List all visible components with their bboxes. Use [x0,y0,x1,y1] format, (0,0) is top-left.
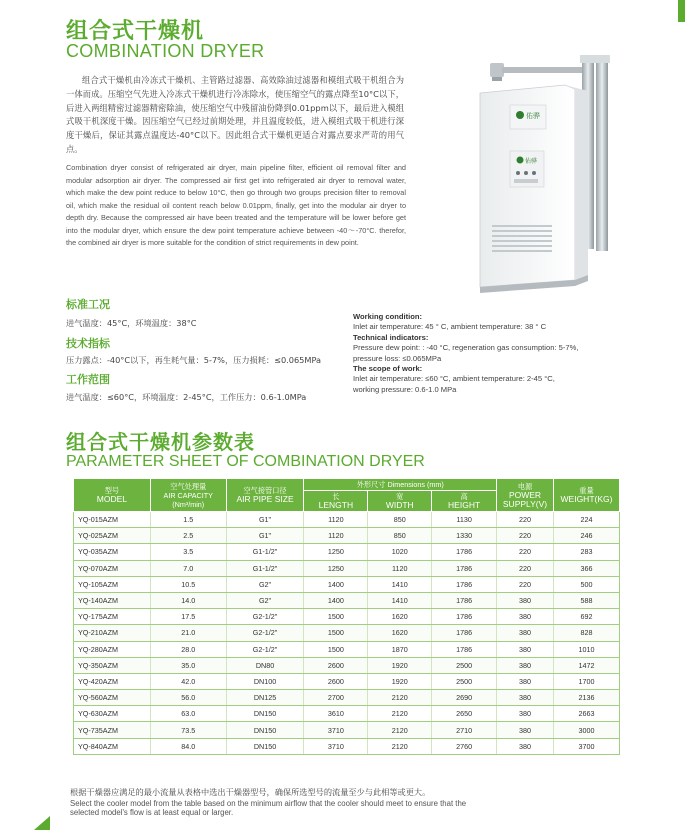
working-range-text: 进气温度：≤60°C，环境温度：2-45°C，工作压力：0.6-1.0MPa [66,392,307,402]
table-cell: YQ-350AZM [74,657,151,673]
technical-indicators-en-text-2: pressure loss: ≤0.065MPa [353,353,442,363]
table-cell: DN125 [226,690,304,706]
scope-of-work-en-text-1: Inlet air temperature: ≤60 °C, ambient temperature: 2-45 °C, [353,374,555,384]
table-cell: 2.5 [150,528,226,544]
header-power-supply: 电源 POWER SUPPLY(V) [497,479,554,512]
table-cell: DN150 [226,722,304,738]
header-weight: 重量 WEIGHT(KG) [554,479,620,512]
table-row [74,544,620,560]
table-cell: 2650 [432,706,497,722]
table-cell: 1786 [432,609,497,625]
selection-note-cn: 根据干燥器应满足的最小流量从表格中选出干燥器型号，确保所选型号的流量至少与此相等或更大。 [70,787,431,797]
table-cell: 1786 [432,592,497,608]
table-cell: 42.0 [150,673,226,689]
table-cell: 73.5 [150,722,226,738]
parameter-sheet-title-cn: 组合式干燥机参数表 [66,430,255,454]
header-height: 高 HEIGHT [432,491,497,512]
table-cell: 380 [497,641,554,657]
table-cell: 366 [554,560,620,576]
standards-english-block [353,312,643,395]
table-cell: 1.5 [150,512,226,528]
table-cell: YQ-035AZM [74,544,151,560]
header-dimensions-group: 外形尺寸 Dimensions (mm) [304,479,497,491]
selection-note-en: Select the cooler model from the table based on the minimum airflow that the cooler should meet to ensure that the selected model's flow is at least equal or larger. [70,799,467,818]
table-cell: 2700 [304,690,368,706]
table-cell: 1500 [304,625,368,641]
table-cell: 380 [497,738,554,754]
table-cell: 1786 [432,625,497,641]
working-range-heading: 工作范围 [66,373,110,386]
page-title-en: COMBINATION DRYER [66,41,265,61]
parameter-table-body [74,512,620,755]
technical-indicators-text: 压力露点：-40°C以下，再生耗气量：5-7%，压力损耗：≤0.065MPa [66,355,322,365]
table-cell: YQ-210AZM [74,625,151,641]
table-cell: 63.0 [150,706,226,722]
table-row [74,738,620,754]
table-cell: 1020 [368,544,432,560]
table-cell: 1620 [368,625,432,641]
table-cell: DN80 [226,657,304,673]
table-cell: 1700 [554,673,620,689]
table-cell: 28.0 [150,641,226,657]
table-cell: YQ-280AZM [74,641,151,657]
table-cell: 246 [554,528,620,544]
table-row [74,560,620,576]
table-cell: 2600 [304,673,368,689]
table-cell: 3700 [554,738,620,754]
header-length: 长 LENGTH [304,491,368,512]
table-row [74,512,620,528]
table-cell: 850 [368,512,432,528]
table-cell: 1010 [554,641,620,657]
table-cell: 2120 [368,722,432,738]
table-cell: 3710 [304,738,368,754]
table-cell: 828 [554,625,620,641]
table-cell: DN150 [226,738,304,754]
table-cell: 2600 [304,657,368,673]
table-row [74,625,620,641]
table-row [74,576,620,592]
table-cell: 380 [497,690,554,706]
technical-indicators-en-text-1: Pressure dew point: : -40 °C, regeneration gas consumption: 5-7%, [353,343,579,353]
table-cell: 1786 [432,641,497,657]
table-cell: 17.5 [150,609,226,625]
table-cell: 1120 [368,560,432,576]
brand-logo-panel: 佑骅 [525,158,538,165]
table-cell: 220 [497,544,554,560]
table-cell: YQ-070AZM [74,560,151,576]
combination-dryer-image [470,55,640,295]
table-cell: 1120 [304,512,368,528]
table-cell: 2690 [432,690,497,706]
corner-accent-top [678,0,685,22]
table-cell: YQ-015AZM [74,512,151,528]
table-cell: 1410 [368,592,432,608]
standard-condition-heading: 标准工况 [66,298,110,311]
header-air-capacity: 空气处理量 AIR CAPACITY (Nm³/min) [150,479,226,512]
table-cell: 1786 [432,560,497,576]
table-cell: 1400 [304,592,368,608]
table-cell: 1500 [304,641,368,657]
table-cell: 1500 [304,609,368,625]
table-row [74,657,620,673]
table-cell: YQ-420AZM [74,673,151,689]
table-cell: 1620 [368,609,432,625]
parameter-sheet-title-en: PARAMETER SHEET OF COMBINATION DRYER [66,453,425,470]
table-cell: 14.0 [150,592,226,608]
table-cell: YQ-630AZM [74,706,151,722]
page-title-cn: 组合式干燥机 [66,19,205,44]
table-cell: G1-1/2" [226,544,304,560]
table-cell: 220 [497,512,554,528]
table-cell: 3000 [554,722,620,738]
table-cell: 2120 [368,738,432,754]
table-cell: 1250 [304,544,368,560]
table-cell: YQ-175AZM [74,609,151,625]
table-cell: 588 [554,592,620,608]
table-cell: 84.0 [150,738,226,754]
table-cell: 380 [497,657,554,673]
table-cell: 2760 [432,738,497,754]
table-cell: YQ-840AZM [74,738,151,754]
working-condition-en-heading: Working condition: [353,312,423,321]
table-cell: 2120 [368,706,432,722]
table-cell: 380 [497,609,554,625]
scope-of-work-en-text-2: working pressure: 0.6-1.0 MPa [353,384,457,394]
table-cell: 2120 [368,690,432,706]
table-row [74,528,620,544]
table-row [74,609,620,625]
header-air-pipe-size: 空气接管口径 AIR PIPE SIZE [226,479,304,512]
table-cell: DN150 [226,706,304,722]
table-cell: G2-1/2" [226,641,304,657]
brand-logo-top: 佑骅 [526,112,540,120]
table-row [74,592,620,608]
technical-indicators-heading: 技术指标 [66,337,110,350]
table-row [74,690,620,706]
table-cell: 7.0 [150,560,226,576]
intro-paragraph-en: Combination dryer consist of refrigerated air dryer, main pipeline filter, efficient oil removal filter and modular adsorption air dryer. The compressed air first get into refrigerated air dryer to removal water, which make the dew point reduce to below 10°C, then go through two groups precision filter to removal oil, which make the residual oil content reach below 0.01ppm, finally, get into the modular air dryer to depth dry. Because the compressed air have been treated and the temperature will be lower before get into the modular dryer, which ensure the dew point temperature achieve between -40～-70°C. therefor, the combined air dryer is more suitable for the condition of strict requirements in dew point. [66,163,406,247]
table-cell: 380 [497,673,554,689]
table-cell: 220 [497,528,554,544]
table-cell: 2500 [432,657,497,673]
table-cell: 1400 [304,576,368,592]
table-cell: 380 [497,625,554,641]
header-model: 型号 MODEL [74,479,151,512]
table-cell: 692 [554,609,620,625]
table-row [74,641,620,657]
table-cell: 1786 [432,576,497,592]
table-cell: 1130 [432,512,497,528]
table-cell: YQ-025AZM [74,528,151,544]
table-cell: 2710 [432,722,497,738]
table-cell: YQ-105AZM [74,576,151,592]
scope-of-work-en-heading: The scope of work: [353,364,423,374]
table-cell: 56.0 [150,690,226,706]
table-cell: 2663 [554,706,620,722]
table-cell: 21.0 [150,625,226,641]
table-cell: 1920 [368,657,432,673]
table-cell: G1" [226,528,304,544]
table-cell: 10.5 [150,576,226,592]
table-cell: 220 [497,560,554,576]
corner-accent-bottom [34,816,50,830]
table-cell: 1786 [432,544,497,560]
table-cell: 850 [368,528,432,544]
table-cell: YQ-735AZM [74,722,151,738]
table-cell: 2500 [432,673,497,689]
table-cell: DN100 [226,673,304,689]
table-cell: G1-1/2" [226,560,304,576]
table-cell: G1" [226,512,304,528]
table-cell: 380 [497,706,554,722]
table-cell: 35.0 [150,657,226,673]
table-cell: 1920 [368,673,432,689]
standard-condition-text: 进气温度：45°C，环境温度：38°C [66,318,197,328]
table-cell: G2" [226,576,304,592]
table-cell: YQ-560AZM [74,690,151,706]
table-cell: 1330 [432,528,497,544]
table-cell: 380 [497,722,554,738]
table-row [74,706,620,722]
table-cell: 500 [554,576,620,592]
parameter-table [73,478,620,755]
table-row [74,673,620,689]
table-cell: 1250 [304,560,368,576]
header-width: 宽 WIDTH [368,491,432,512]
table-cell: 2136 [554,690,620,706]
intro-paragraph-cn: 组合式干燥机由冷冻式干燥机、主管路过滤器、高效除油过滤器和模组式吸干机组合为一体而成。压缩空气先进入冷冻式干燥机进行冷冻除水，使压缩空气的露点降至10°C以下，后进入两组精密过滤器精密除油，使压缩空气中残留油份降到0.01ppm以下，最后进入模组式吸干机深度干燥。因压缩空气已经过前期处理，并且温度较低，进入模组式吸干机进行深度干燥后，保证其露点温度达-40°C以下。因此组合式干燥机更适合对露点要求严苛的用气点。 [66,75,404,154]
table-cell: 283 [554,544,620,560]
table-cell: G2" [226,592,304,608]
table-cell: 1120 [304,528,368,544]
table-cell: 1410 [368,576,432,592]
working-condition-en-text: Inlet air temperature: 45 ° C, ambient temperature: 38 ° C [353,322,547,332]
technical-indicators-en-heading: Technical indicators: [353,332,429,342]
table-cell: G2-1/2" [226,609,304,625]
table-cell: YQ-140AZM [74,592,151,608]
table-row [74,722,620,738]
table-cell: 3610 [304,706,368,722]
table-cell: 1472 [554,657,620,673]
table-cell: 1870 [368,641,432,657]
table-cell: 380 [497,592,554,608]
table-cell: 220 [497,576,554,592]
table-cell: G2-1/2" [226,625,304,641]
table-cell: 3.5 [150,544,226,560]
table-cell: 224 [554,512,620,528]
table-cell: 3710 [304,722,368,738]
